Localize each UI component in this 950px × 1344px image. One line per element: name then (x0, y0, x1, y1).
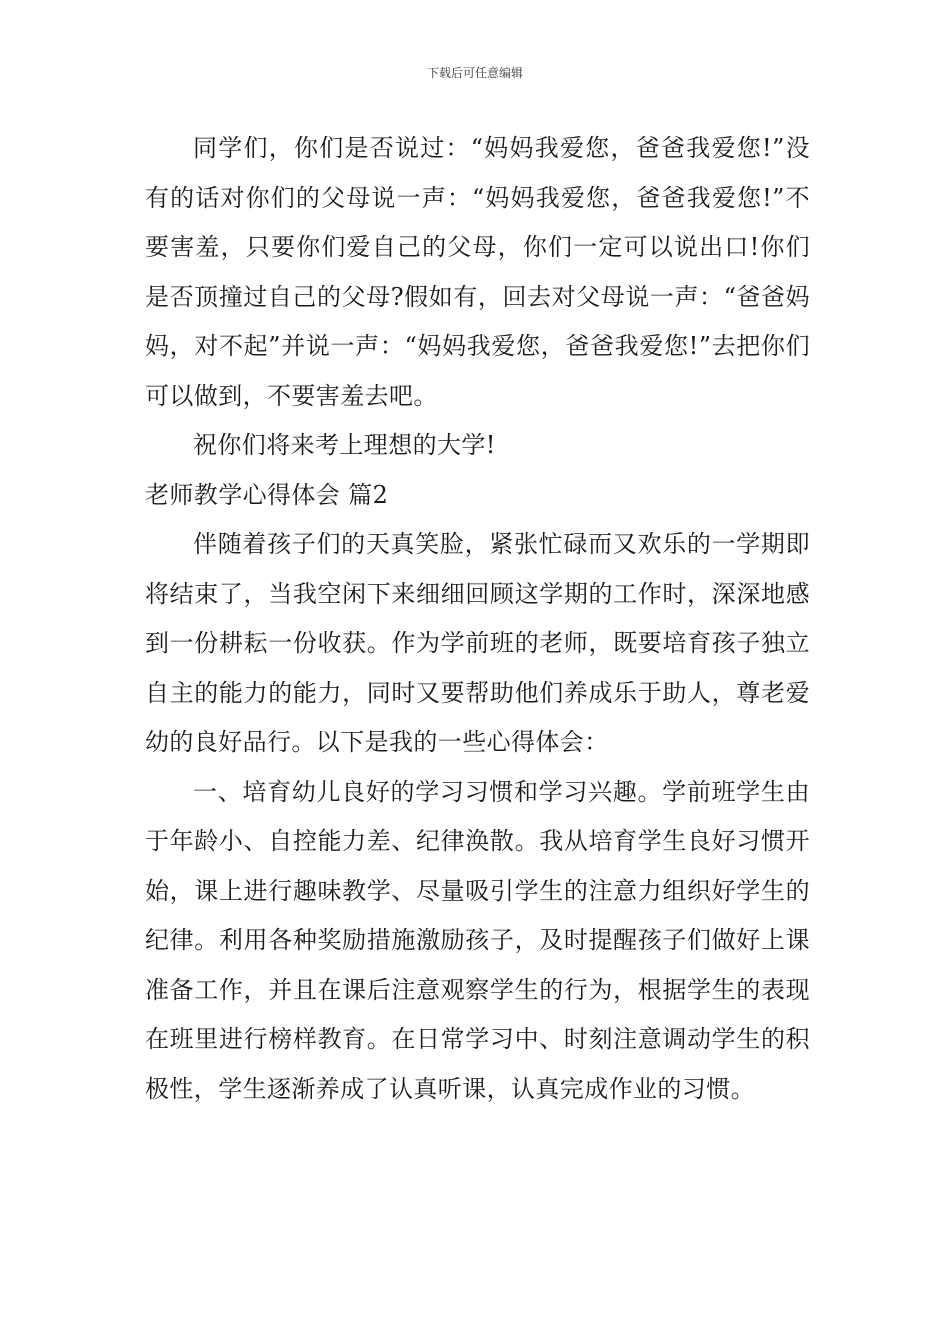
paragraph-2: 祝你们将来考上理想的大学! (193, 431, 496, 459)
document-body (145, 124, 810, 1114)
page-header: 下载后可任意编辑 (426, 66, 523, 80)
paragraph-4: 一、培育幼儿良好的学习习惯和学习兴趣。学前班学生由于年龄小、自控能力差、纪律涣散。我从培育学生良好习惯开始，课上进行趣味教学、尽量吸引学生的注意力组织好学生的纪律。利用各种奖励措施激励孩子，及时提醒孩子们做好上课准备工作，并且在课后注意观察学生的行为，根据学生的表现在班里进行榜样教育。在日常学习中、时刻注意调动学生的积极性，学生逐渐养成了认真听课，认真完成作业的习惯。 (145, 777, 810, 1103)
section-heading: 老师教学心得体会 篇2 (145, 480, 389, 509)
paragraph-1: 同学们，你们是否说过：“妈妈我爱您，爸爸我爱您!”没有的话对你们的父母说一声：“妈妈我爱您，爸爸我爱您!”不要害羞，只要你们爱自己的父母，你们一定可以说出口!你们是否顶撞过自己的父母?假如有，回去对父母说一声：“爸爸妈妈，对不起”并说一声：“妈妈我爱您，爸爸我爱您!”去把你们可以做到，不要害羞去吧。 (145, 134, 810, 410)
paragraph-3: 伴随着孩子们的天真笑脸，紧张忙碌而又欢乐的一学期即将结束了，当我空闲下来细细回顾这学期的工作时，深深地感到一份耕耘一份收获。作为学前班的老师，既要培育孩子独立自主的能力的能力，同时又要帮助他们养成乐于助人，尊老爱幼的良好品行。以下是我的一些心得体会： (145, 530, 810, 756)
